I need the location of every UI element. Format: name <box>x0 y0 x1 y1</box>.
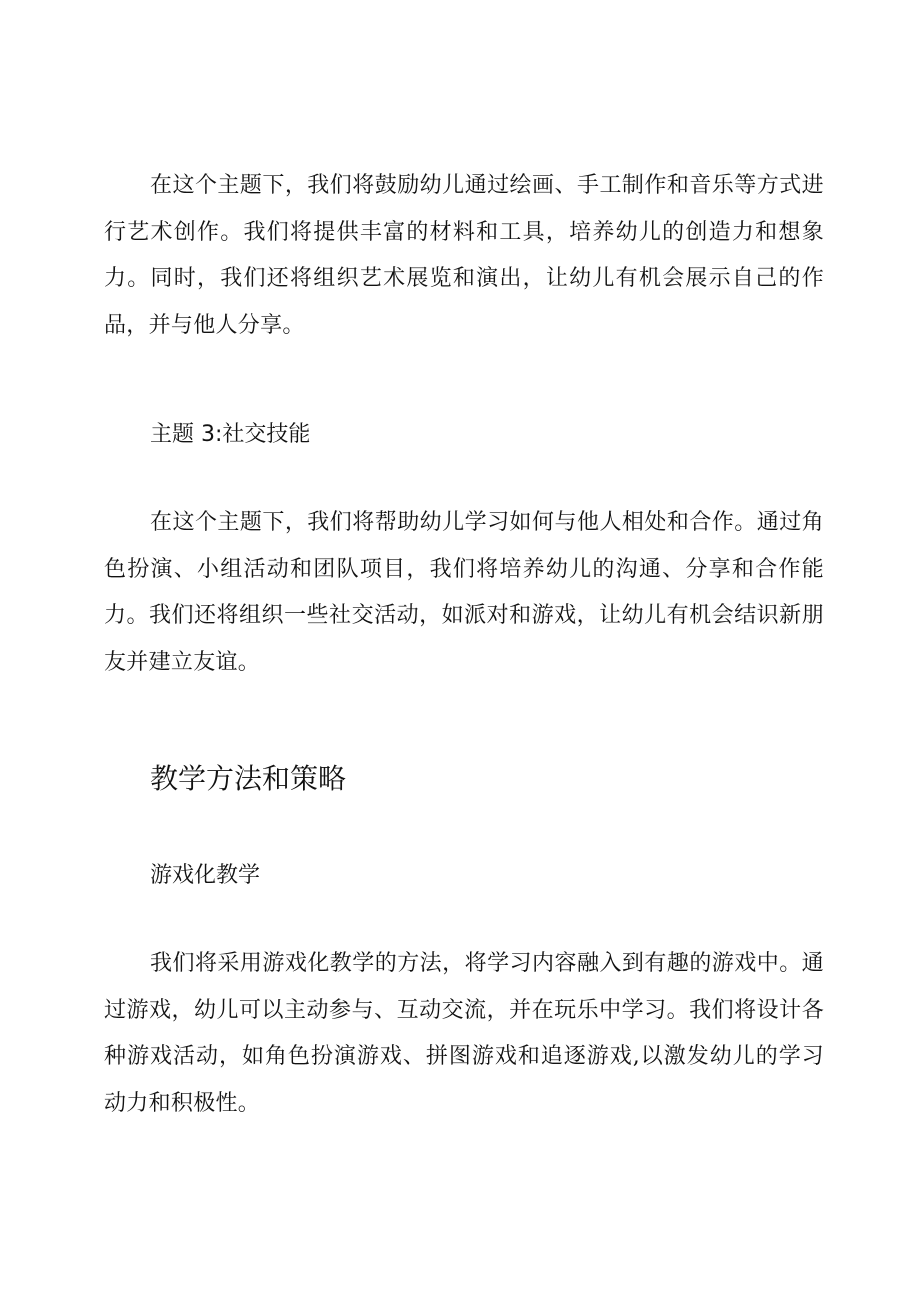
art-theme-paragraph: 在这个主题下，我们将鼓励幼儿通过绘画、手工制作和音乐等方式进行艺术创作。我们将提供丰富的材料和工具，培养幼儿的创造力和想象力。同时，我们还将组织艺术展览和演出，让幼儿有机会展示自己的作品，并与他人分享。 <box>104 173 824 338</box>
gamification-paragraph: 我们将采用游戏化教学的方法，将学习内容融入到有趣的游戏中。通过游戏，幼儿可以主动参与、互动交流，并在玩乐中学习。我们将设计各种游戏活动，如角色扮演游戏、拼图游戏和追逐游戏,以激发幼儿的学习动力和积极性。 <box>104 951 824 1116</box>
subsection-heading: 游戏化教学 <box>150 863 261 888</box>
section-heading: 教学方法和策略 <box>150 762 347 795</box>
theme-3-heading: 主题 3:社交技能 <box>150 422 311 447</box>
social-theme-paragraph: 在这个主题下，我们将帮助幼儿学习如何与他人相处和合作。通过角色扮演、小组活动和团队项目，我们将培养幼儿的沟通、分享和合作能力。我们还将组织一些社交活动，如派对和游戏，让幼儿有机会结识新朋友并建立友谊。 <box>104 510 824 675</box>
